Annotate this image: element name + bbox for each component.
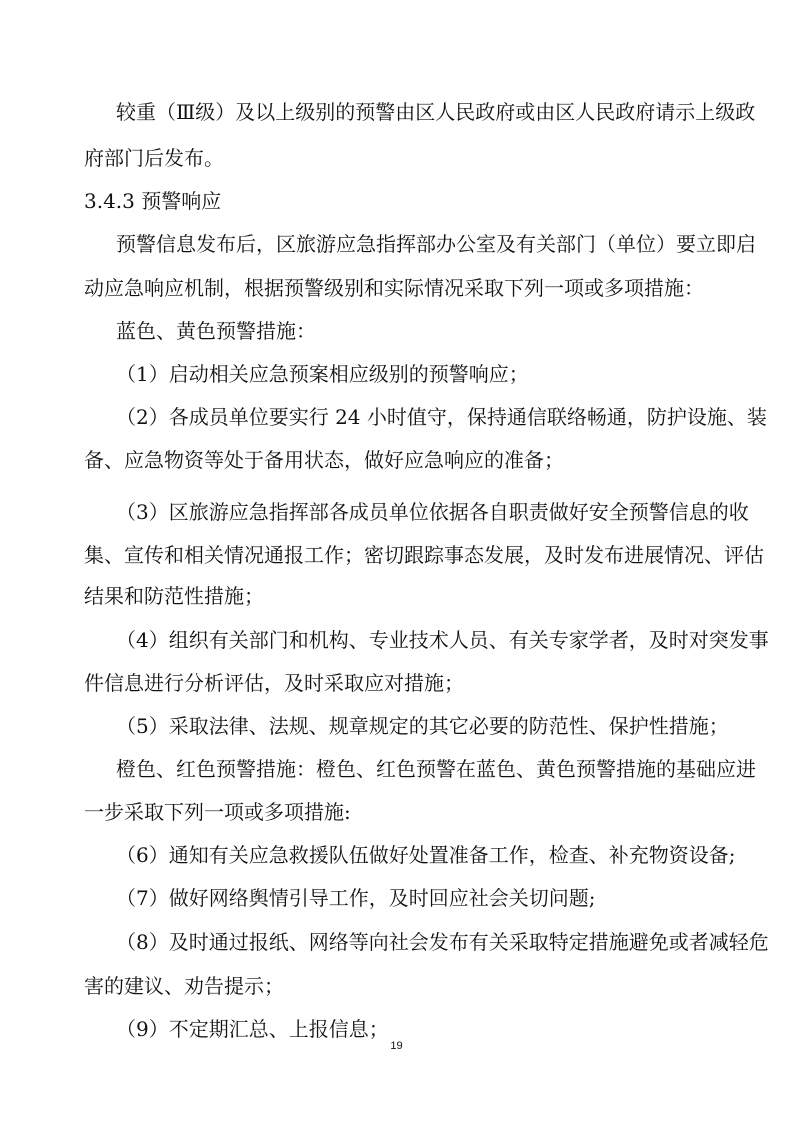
- page-number: 19: [390, 1040, 403, 1052]
- list-item: （3）区旅游应急指挥部各成员单位依据各自职责做好安全预警信息的收: [116, 500, 749, 524]
- paragraph-line: 动应急响应机制，根据预警级别和实际情况采取下列一项或多项措施：: [84, 276, 704, 300]
- paragraph-line: 一步采取下列一项或多项措施:: [84, 800, 351, 824]
- list-item-continuation: 备、应急物资等处于备用状态，做好应急响应的准备；: [84, 448, 564, 472]
- list-item: （5）采取法律、法规、规章规定的其它必要的防范性、保护性措施；: [116, 714, 729, 738]
- paragraph-line: 较重（Ⅲ级）及以上级别的预警由区人民政府或由区人民政府请示上级政: [116, 100, 756, 124]
- list-item: （4）组织有关部门和机构、专业技术人员、有关专家学者，及时对突发事: [116, 628, 769, 652]
- section-heading: 3.4.3 预警响应: [84, 189, 222, 213]
- list-item-continuation: 结果和防范性措施；: [84, 584, 264, 608]
- list-item-continuation: 件信息进行分析评估，及时采取应对措施；: [84, 671, 464, 695]
- list-item: （9）不定期汇总、上报信息；: [116, 1017, 389, 1041]
- list-item: （8）及时通过报纸、网络等向社会发布有关采取特定措施避免或者减轻危: [116, 930, 769, 954]
- list-item: （7）做好网络舆情引导工作，及时回应社会关切问题;: [116, 886, 596, 910]
- list-item: （6）通知有关应急救援队伍做好处置准备工作，检查、补充物资设备;: [116, 843, 736, 867]
- list-item-continuation: 集、宣传和相关情况通报工作；密切跟踪事态发展，及时发布进展情况、评估: [84, 543, 764, 567]
- paragraph-line: 府部门后发布。: [84, 146, 224, 170]
- paragraph-line: 预警信息发布后，区旅游应急指挥部办公室及有关部门（单位）要立即启: [116, 232, 756, 256]
- paragraph-line: 蓝色、黄色预警措施：: [116, 319, 316, 343]
- list-item: （1）启动相关应急预案相应级别的预警响应；: [116, 362, 529, 386]
- list-item-continuation: 害的建议、劝告提示；: [84, 974, 284, 998]
- list-item: （2）各成员单位要实行 24 小时值守，保持通信联络畅通，防护设施、装: [116, 405, 767, 429]
- paragraph-line: 橙色、红色预警措施：橙色、红色预警在蓝色、黄色预警措施的基础应进: [116, 757, 756, 781]
